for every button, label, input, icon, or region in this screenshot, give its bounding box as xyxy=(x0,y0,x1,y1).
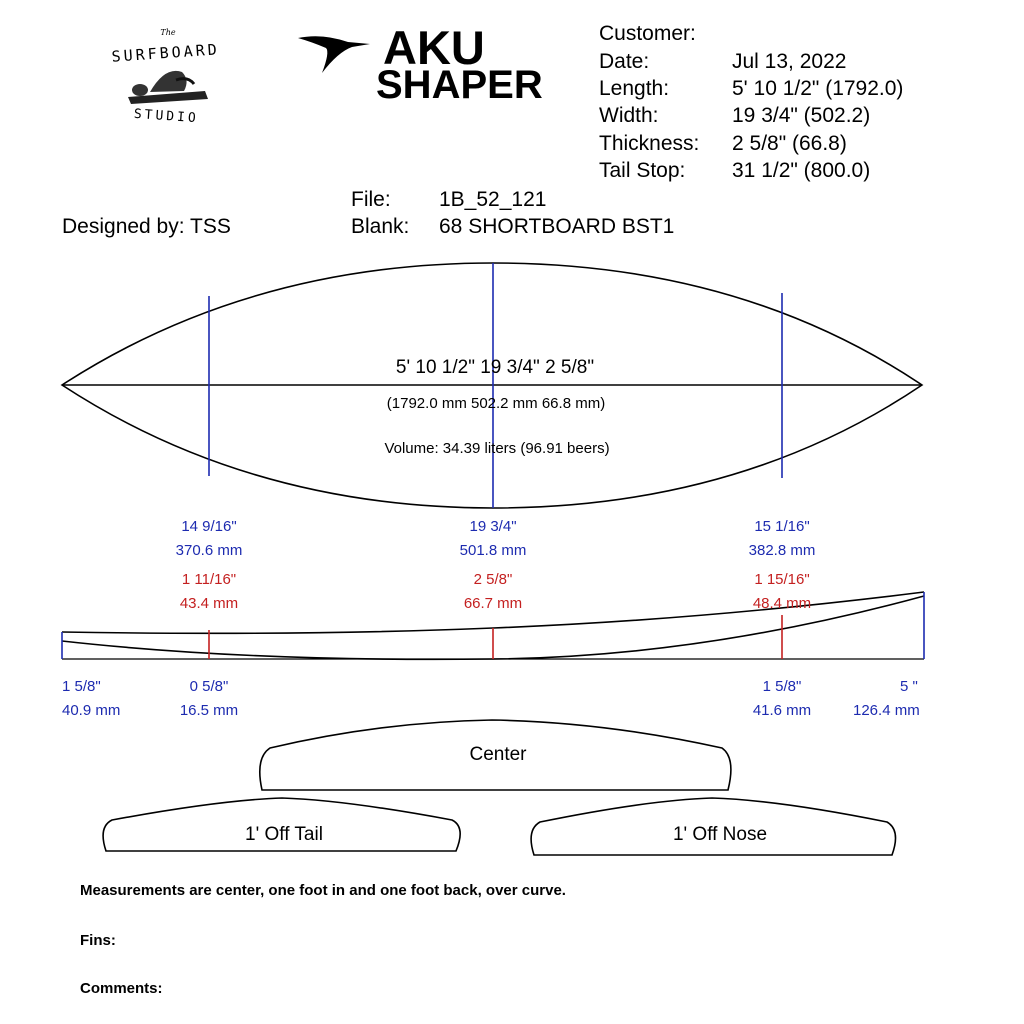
logo-small-text: The xyxy=(160,28,176,37)
spec-customer-label: Customer: xyxy=(599,22,696,45)
fins-label: Fins: xyxy=(80,932,116,949)
width-nose-in: 15 1/16" xyxy=(754,518,810,535)
rail-tail-label: 1' Off Tail xyxy=(245,824,323,845)
thickness-nose-in: 1 15/16" xyxy=(754,571,810,588)
spec-date-value: Jul 13, 2022 xyxy=(732,50,847,73)
bird-icon xyxy=(298,36,370,73)
width-tail-in: 14 9/16" xyxy=(181,518,237,535)
logo-bottom-text: STUDIO xyxy=(133,106,200,127)
thickness-center-mm: 66.7 mm xyxy=(463,595,523,612)
surfboard-studio-logo xyxy=(111,28,220,126)
rocker-tail12-mm: 16.5 mm xyxy=(179,702,239,719)
spec-length-value: 5' 10 1/2" (1792.0) xyxy=(732,77,904,100)
brand-line-2: SHAPER xyxy=(376,63,543,107)
thickness-tail-mm: 43.4 mm xyxy=(179,595,239,612)
rail-nose-label: 1' Off Nose xyxy=(672,824,768,845)
outline-dims-metric: (1792.0 mm 502.2 mm 66.8 mm) xyxy=(386,395,606,412)
spec-thickness-label: Thickness: xyxy=(599,132,700,155)
spec-thickness-value: 2 5/8" (66.8) xyxy=(732,132,847,155)
measurements-note: Measurements are center, one foot in and one foot back, over curve. xyxy=(80,882,566,899)
rocker-nose-mm: 126.4 mm xyxy=(853,702,920,719)
rocker-tail-in: 1 5/8" xyxy=(62,678,101,695)
width-center-mm: 501.8 mm xyxy=(459,542,527,559)
spec-tailstop-label: Tail Stop: xyxy=(599,159,686,182)
logo-top-text: SURFBOARD xyxy=(111,40,221,66)
rocker-tail-mm: 40.9 mm xyxy=(62,702,121,719)
outline-dims-imperial: 5' 10 1/2" 19 3/4" 2 5/8" xyxy=(395,357,595,378)
rocker-nose-in: 5 " xyxy=(900,678,918,695)
thickness-tail-in: 1 11/16" xyxy=(181,571,237,588)
outline-volume: Volume: 34.39 liters (96.91 beers) xyxy=(384,440,610,457)
spec-tailstop-value: 31 1/2" (800.0) xyxy=(732,159,871,182)
brand-line-1: AKU xyxy=(383,21,485,74)
spec-length-label: Length: xyxy=(599,77,670,100)
rail-center-label: Center xyxy=(469,744,527,765)
blank-label: Blank: xyxy=(351,215,410,238)
spec-width-value: 19 3/4" (502.2) xyxy=(732,104,871,127)
thickness-center-in: 2 5/8" xyxy=(473,571,513,588)
thickness-nose-mm: 48.4 mm xyxy=(752,595,812,612)
outline-view xyxy=(62,263,922,508)
rocker-nose12-mm: 41.6 mm xyxy=(752,702,812,719)
blank-value: 68 SHORTBOARD BST1 xyxy=(439,215,675,238)
width-center-in: 19 3/4" xyxy=(469,518,517,535)
spec-width-label: Width: xyxy=(599,104,659,127)
file-label: File: xyxy=(351,188,391,211)
rocker-nose12-in: 1 5/8" xyxy=(762,678,802,695)
spec-date-label: Date: xyxy=(599,50,650,73)
comments-label: Comments: xyxy=(80,980,163,997)
rocker-tail12-in: 0 5/8" xyxy=(189,678,229,695)
designed-by: Designed by: TSS xyxy=(62,215,231,238)
hand-plane-icon xyxy=(128,71,208,104)
width-tail-mm: 370.6 mm xyxy=(175,542,243,559)
file-value: 1B_52_121 xyxy=(439,188,547,211)
width-nose-mm: 382.8 mm xyxy=(748,542,816,559)
